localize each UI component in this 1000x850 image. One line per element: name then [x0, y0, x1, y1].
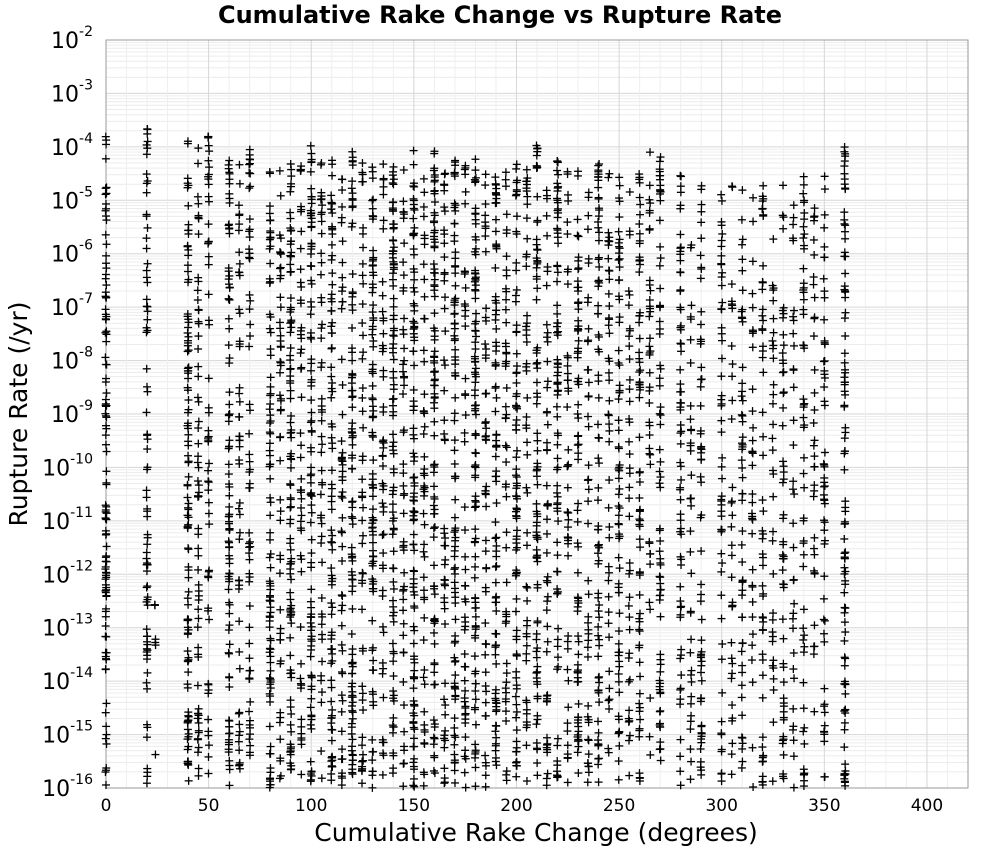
x-tick-label: 50 [197, 796, 220, 816]
y-tick-label: 10-2 [51, 24, 93, 54]
x-tick-label: 150 [397, 796, 431, 816]
chart-title: Cumulative Rake Change vs Rupture Rate [217, 1, 783, 29]
x-tick-label: 100 [295, 796, 328, 816]
y-tick-label: 10-5 [51, 184, 93, 215]
y-tick-label: 10-13 [42, 611, 93, 642]
y-tick-label: 10-7 [51, 291, 93, 322]
y-tick-label: 10-16 [42, 772, 93, 802]
y-tick-label: 10-9 [51, 398, 93, 428]
y-tick-label: 10-10 [42, 451, 93, 482]
x-tick-label: 250 [602, 796, 636, 816]
y-tick-label: 10-3 [51, 77, 93, 108]
x-tick-label: 300 [705, 796, 738, 816]
x-tick-label: 0 [100, 796, 112, 816]
y-tick-label: 10-4 [51, 130, 93, 161]
y-axis-label: Rupture Rate (/yr) [4, 301, 33, 527]
y-tick-label: 10-15 [42, 718, 93, 749]
y-tick-label: 10-12 [42, 558, 93, 589]
y-tick-label: 10-6 [51, 237, 93, 268]
x-tick-label: 200 [500, 796, 533, 816]
point-column [184, 137, 193, 785]
y-tick-label: 10-11 [42, 504, 93, 535]
x-tick-label: 350 [808, 796, 841, 816]
x-axis-label: Cumulative Rake Change (degrees) [314, 818, 758, 847]
x-tick-label: 400 [910, 796, 944, 816]
y-tick-label: 10-8 [51, 344, 93, 375]
y-tick-label: 10-14 [42, 665, 93, 696]
